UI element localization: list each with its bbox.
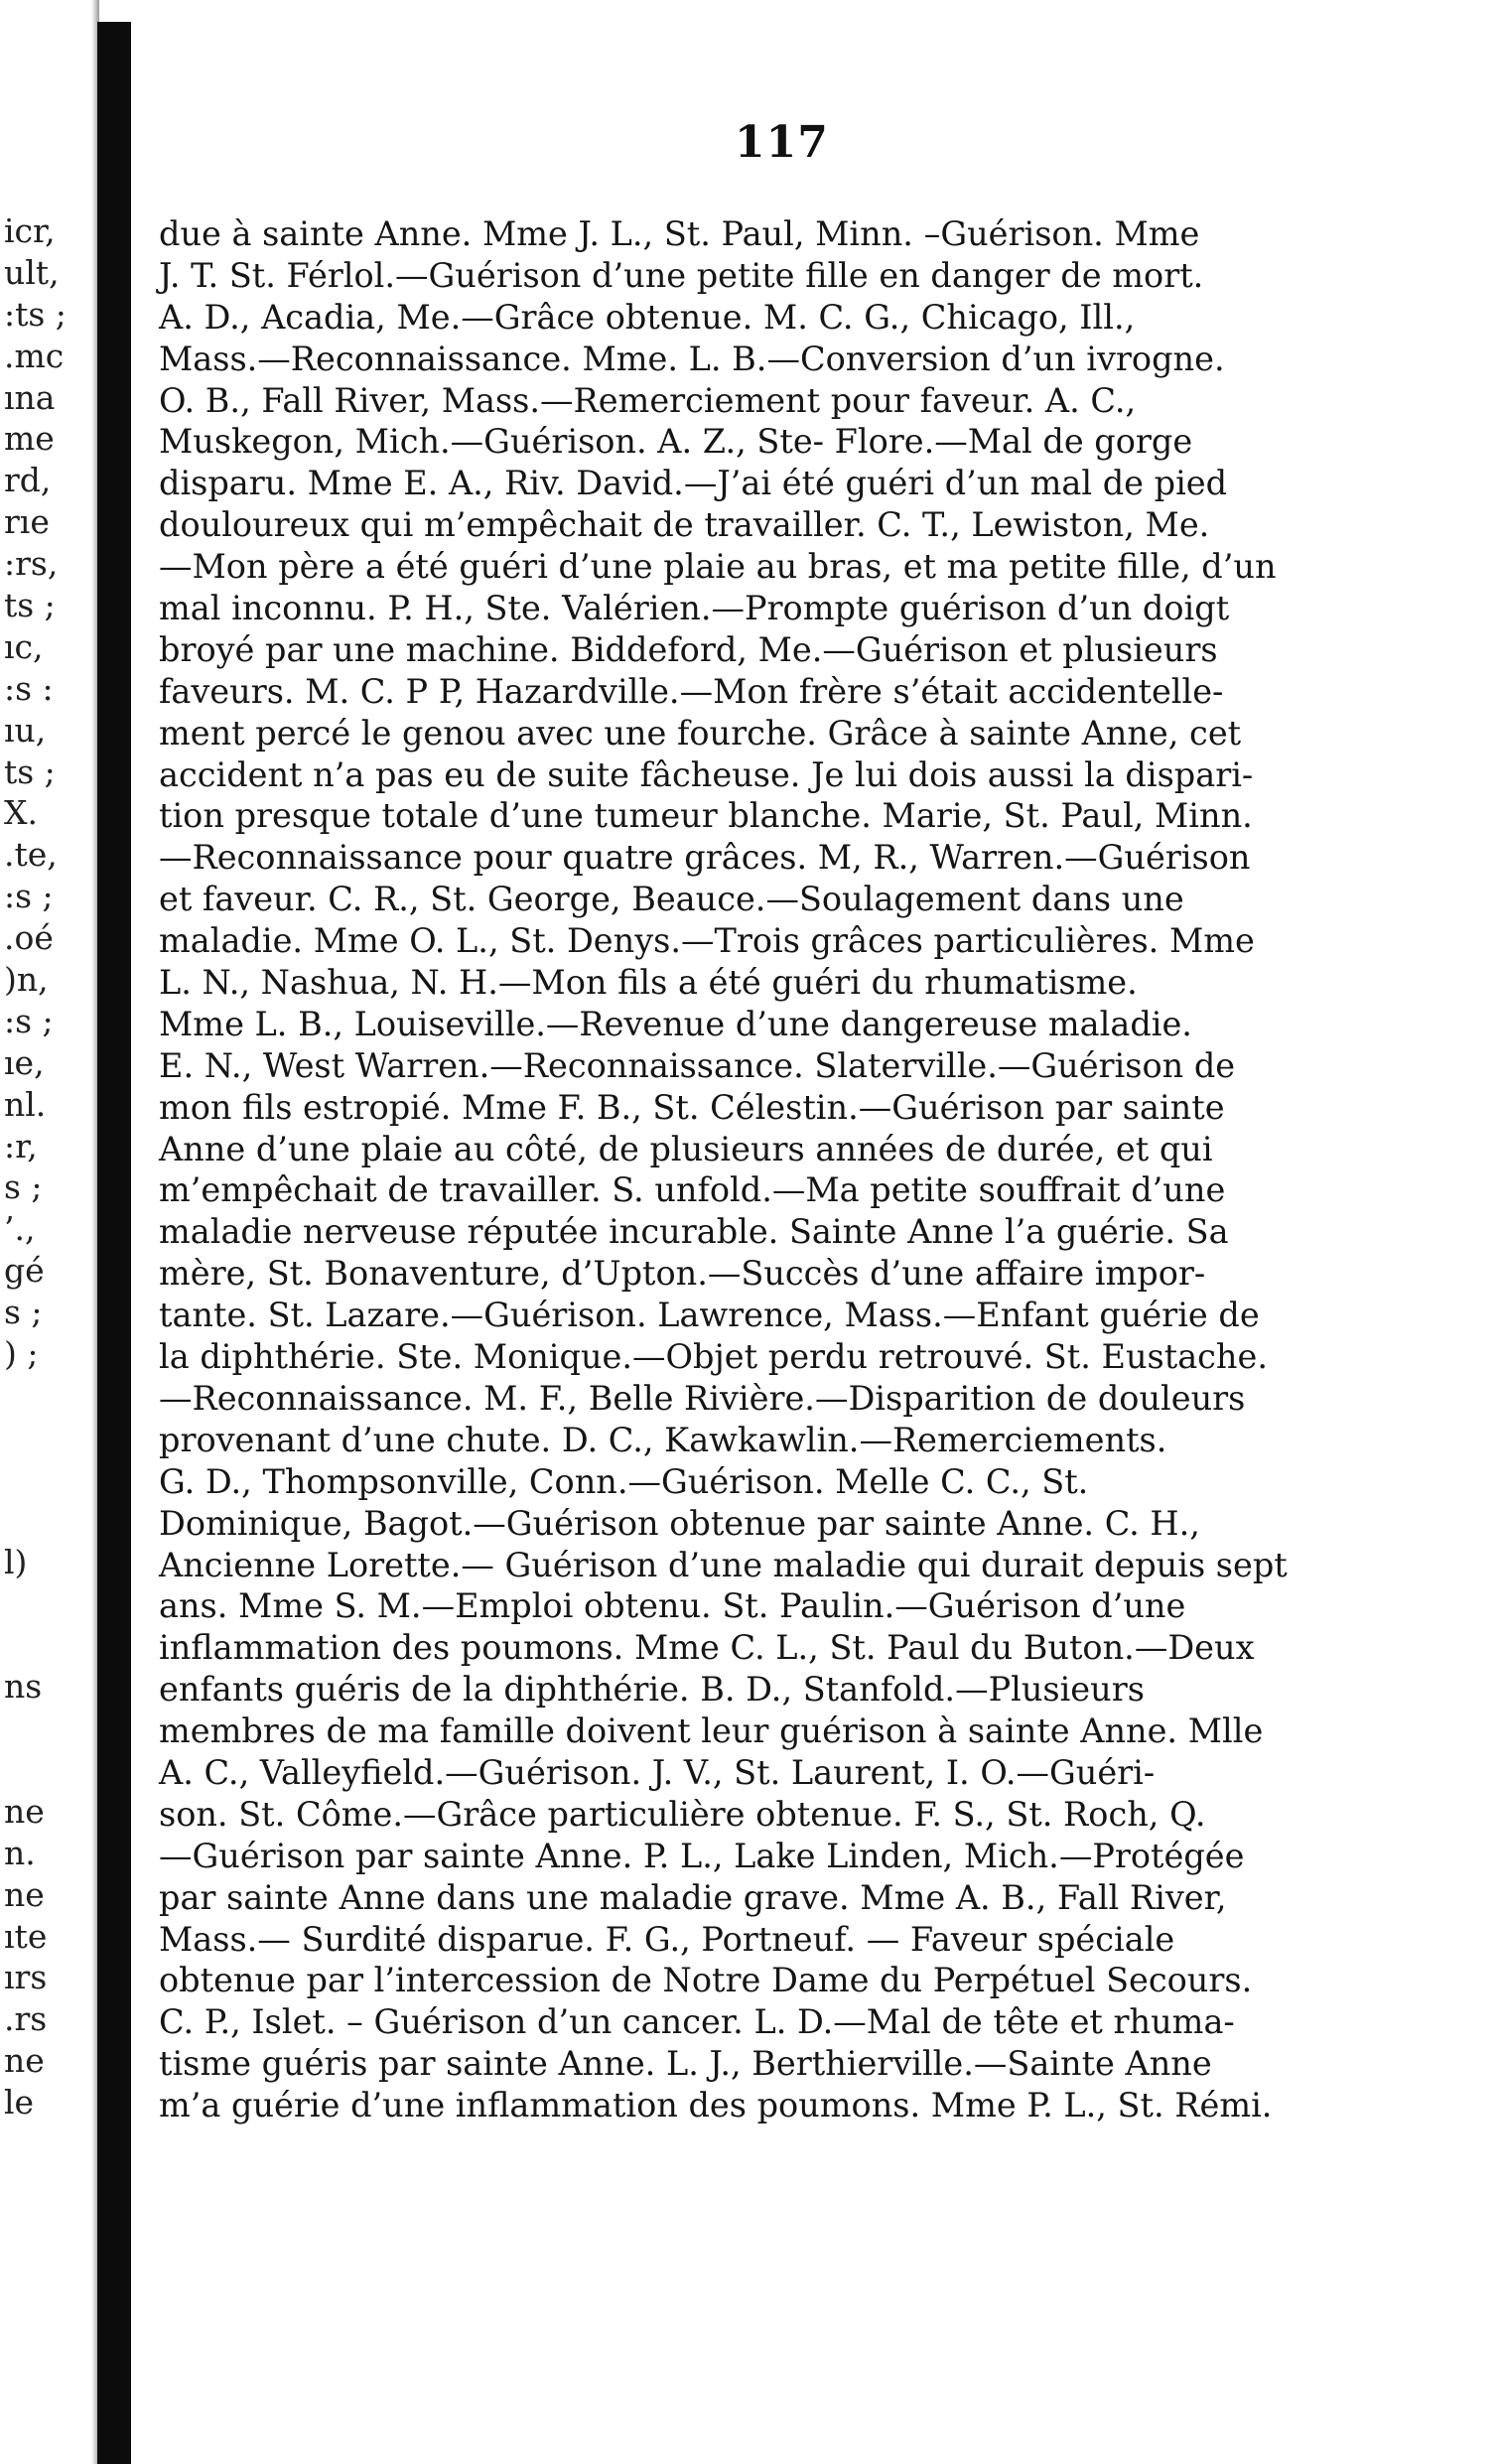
fragment-line: icr, xyxy=(4,211,56,250)
text-line: A. D., Acadia, Me.—Grâce obtenue. M. C. G., Chicago, Ill., xyxy=(159,297,1136,337)
text-line: L. N., Nashua, N. H.—Mon fils a été guéri du rhumatisme. xyxy=(159,963,1138,1003)
fragment-line: :r, xyxy=(4,1126,38,1165)
fragment-line: :s : xyxy=(4,668,54,708)
fragment-line xyxy=(4,1582,93,1624)
text-line: mère, St. Bonaventure, d’Upton.—Succès d’une affaire impor- xyxy=(159,1254,1206,1294)
text-line: —Reconnaissance pour quatre grâces. M, R., Warren.—Guérison xyxy=(159,838,1251,878)
page-number: 117 xyxy=(735,117,829,168)
fragment-line: :ts ; xyxy=(4,294,67,334)
text-line: Mme L. B., Louiseville.—Revenue d’une dangereuse maladie. xyxy=(159,1004,1192,1043)
fragment-line: X. xyxy=(4,793,38,833)
text-line: E. N., West Warren.—Reconnaissance. Slaterville.—Guérison de xyxy=(159,1045,1236,1085)
fragment-line: n. xyxy=(4,1833,36,1872)
fragment-line: .rs xyxy=(4,1999,48,2039)
text-line: m’empêchait de travailler. S. unfold.—Ma petite souffrait d’une xyxy=(159,1170,1226,1210)
fragment-line: ts ; xyxy=(4,586,56,625)
text-line: m’a guérie d’une inflammation des poumons. Mme P. L., St. Rémi. xyxy=(159,2086,1273,2125)
fragment-line: ts ; xyxy=(4,752,56,791)
body-text xyxy=(159,213,1388,2126)
fragment-line: ’., xyxy=(4,1209,36,1249)
text-line: obtenue par l’intercession de Notre Dame du Perpétuel Secours. xyxy=(159,1961,1253,2000)
fragment-line xyxy=(4,1708,93,1749)
fragment-line: .oé xyxy=(4,918,54,958)
fragment-line: ıte xyxy=(4,1916,48,1956)
text-line: son. St. Côme.—Grâce particulière obtenue. F. S., St. Roch, Q. xyxy=(159,1794,1206,1834)
text-line: mon fils estropié. Mme F. B., St. Célestin.—Guérison par sainte xyxy=(159,1087,1225,1127)
fragment-line: me xyxy=(4,419,55,459)
text-line: —Mon père a été guéri d’une plaie au bras, et ma petite fille, d’un xyxy=(159,547,1277,587)
fragment-line: ns xyxy=(4,1667,43,1707)
fragment-line: .mc xyxy=(4,336,65,375)
fragment-line: gé xyxy=(4,1251,45,1291)
text-line: O. B., Fall River, Mass.—Remerciement pour faveur. A. C., xyxy=(159,380,1137,420)
fragment-line: rd, xyxy=(4,461,52,500)
fragment-line: ıc, xyxy=(4,626,44,666)
text-line: inflammation des poumons. Mme C. L., St. Paul du Buton.—Deux xyxy=(159,1628,1255,1668)
text-line: Mass.— Surdité disparue. F. G., Portneuf. — Faveur spéciale xyxy=(159,1919,1175,1959)
fragment-line xyxy=(4,1458,93,1500)
fragment-line: le xyxy=(4,2083,35,2122)
text-line: Mass.—Reconnaissance. Mme. L. B.—Conversion d’un ivrogne. xyxy=(159,339,1225,378)
fragment-line: ne xyxy=(4,1874,45,1914)
text-line: Muskegon, Mich.—Guérison. A. Z., Ste- Flore.—Mal de gorge xyxy=(159,422,1193,462)
text-line: disparu. Mme E. A., Riv. David.—J’ai été guéri d’un mal de pied xyxy=(159,464,1228,503)
fragment-line: ne xyxy=(4,2041,45,2081)
fragment-line: :s ; xyxy=(4,877,54,916)
text-line: par sainte Anne dans une maladie grave. Mme A. B., Fall River, xyxy=(159,1877,1227,1917)
fragment-line xyxy=(4,1375,93,1417)
fragment-line: rıe xyxy=(4,502,50,542)
fragment-line: ne xyxy=(4,1791,45,1831)
fragment-line xyxy=(4,1417,93,1458)
fragment-line: ult, xyxy=(4,252,60,292)
text-line: maladie nerveuse réputée incurable. Sainte Anne l’a guérie. Sa xyxy=(159,1212,1229,1252)
text-line: broyé par une machine. Biddeford, Me.—Guérison et plusieurs xyxy=(159,629,1218,669)
facing-page-fragments xyxy=(4,210,93,2123)
fragment-line: .te, xyxy=(4,835,58,875)
text-line: A. C., Valleyfield.—Guérison. J. V., St. Laurent, I. O.—Guéri- xyxy=(159,1752,1156,1792)
fragment-line: ına xyxy=(4,377,56,417)
text-line: ment percé le genou avec une fourche. Grâce à sainte Anne, cet xyxy=(159,713,1242,753)
text-line: —Reconnaissance. M. F., Belle Rivière.—Disparition de douleurs xyxy=(159,1378,1246,1418)
text-line: provenant d’une chute. D. C., Kawkawlin.—Remerciements. xyxy=(159,1420,1167,1459)
text-line: G. D., Thompsonville, Conn.—Guérison. Melle C. C., St. xyxy=(159,1461,1089,1501)
text-line: membres de ma famille doivent leur guérison à sainte Anne. Mlle xyxy=(159,1711,1264,1751)
text-line: mal inconnu. P. H., Ste. Valérien.—Prompte guérison d’un doigt xyxy=(159,589,1230,628)
fragment-line: ıu, xyxy=(4,710,47,750)
fragment-line: nl. xyxy=(4,1084,47,1124)
text-line: Ancienne Lorette.— Guérison d’une maladie qui durait depuis sept xyxy=(159,1545,1288,1584)
text-line: enfants guéris de la diphthérie. B. D., Stanfold.—Plusieurs xyxy=(159,1670,1145,1710)
fragment-line: ) ; xyxy=(4,1334,39,1374)
text-line: douloureux qui m’empêchait de travailler. C. T., Lewiston, Me. xyxy=(159,505,1210,545)
fragment-line: :rs, xyxy=(4,544,59,584)
text-line: tion presque totale d’une tumeur blanche. Marie, St. Paul, Minn. xyxy=(159,796,1253,836)
fragment-line: s ; xyxy=(4,1293,43,1332)
text-line: et faveur. C. R., St. George, Beauce.—Soulagement dans une xyxy=(159,880,1184,919)
text-line: due à sainte Anne. Mme J. L., St. Paul, Minn. –Guérison. Mme xyxy=(159,214,1200,253)
fragment-line: s ; xyxy=(4,1167,43,1207)
text-line: Dominique, Bagot.—Guérison obtenue par sainte Anne. C. H., xyxy=(159,1503,1200,1543)
text-line: Anne d’une plaie au côté, de plusieurs années de durée, et qui xyxy=(159,1129,1213,1168)
fragment-line: l) xyxy=(4,1542,28,1581)
fragment-line xyxy=(4,1624,93,1666)
fragment-line: ırs xyxy=(4,1958,48,1997)
text-line: faveurs. M. C. P P, Hazardville.—Mon frère s’était accidentelle- xyxy=(159,671,1224,711)
text-line: tante. St. Lazare.—Guérison. Lawrence, Mass.—Enfant guérie de xyxy=(159,1296,1260,1335)
fragment-line: :s ; xyxy=(4,1001,54,1040)
text-line: —Guérison par sainte Anne. P. L., Lake Linden, Mich.—Protégée xyxy=(159,1836,1245,1875)
text-line: accident n’a pas eu de suite fâcheuse. Je lui dois aussi la dispari- xyxy=(159,754,1254,794)
fragment-line xyxy=(4,1500,93,1542)
text-line: J. T. St. Férlol.—Guérison d’une petite fille en danger de mort. xyxy=(159,255,1204,295)
text-line: tisme guéris par sainte Anne. L. J., Berthierville.—Sainte Anne xyxy=(159,2044,1212,2084)
text-line: la diphthérie. Ste. Monique.—Objet perdu retrouvé. St. Eustache. xyxy=(159,1337,1268,1377)
text-line: C. P., Islet. – Guérison d’un cancer. L. D.—Mal de tête et rhuma- xyxy=(159,2002,1235,2042)
fragment-line: )n, xyxy=(4,960,49,1000)
fragment-line: ıe, xyxy=(4,1042,45,1082)
text-line: ans. Mme S. M.—Emploi obtenu. St. Paulin.—Guérison d’une xyxy=(159,1586,1186,1626)
fragment-line xyxy=(4,1749,93,1791)
binding-gutter xyxy=(97,22,131,2464)
text-line: maladie. Mme O. L., St. Denys.—Trois grâces particulières. Mme xyxy=(159,921,1255,961)
